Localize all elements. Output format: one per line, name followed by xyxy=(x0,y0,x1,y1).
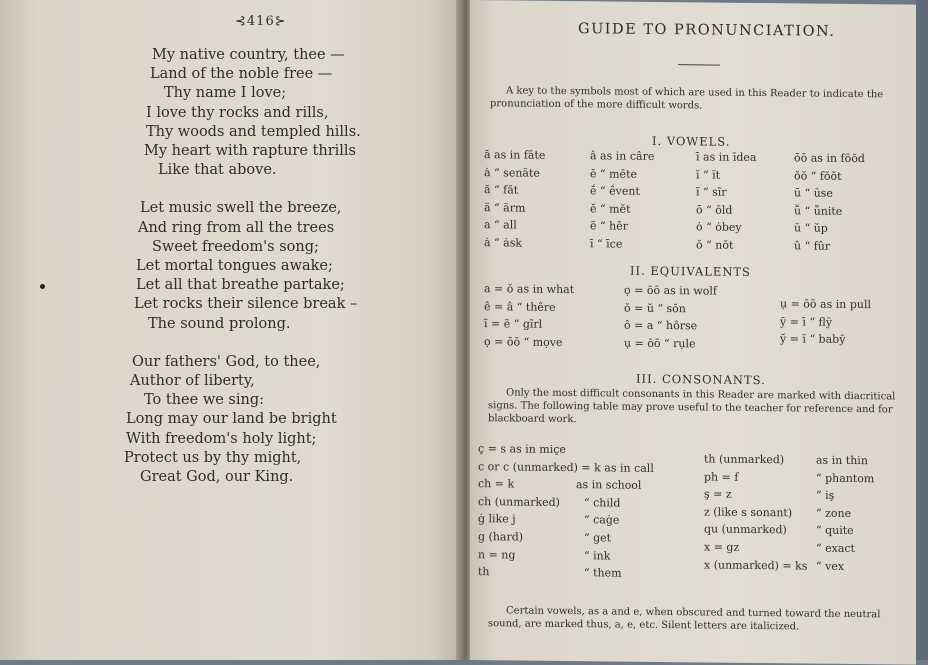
vowel-cell: ḗ “ ḗvent xyxy=(590,184,640,198)
consonant-symbol: ch = k xyxy=(478,477,515,491)
table-row xyxy=(704,521,910,541)
poem-line: Author of liberty, xyxy=(130,373,255,390)
poem-line: Protect us by thy might, xyxy=(124,449,302,466)
poem xyxy=(118,46,361,506)
list-item: ụ = ōō as in pull xyxy=(780,297,871,312)
consonant-example: “ child xyxy=(584,495,621,510)
consonant-example: “ vex xyxy=(816,559,845,573)
vowel-cell: ȧ “ ȧsk xyxy=(484,236,523,250)
table-row xyxy=(704,450,910,470)
poem-line: Long may our land be bright xyxy=(126,411,337,428)
vowel-cell: ĩ “ sĩr xyxy=(696,185,727,199)
consonant-symbol: n = ng xyxy=(478,547,516,562)
vowel-cell: ă “ făt xyxy=(484,183,519,197)
table-row xyxy=(478,528,698,548)
list-item: ĩ = ẽ “ gĩrl xyxy=(484,317,543,331)
consonants-heading: III. CONSONANTS. xyxy=(636,371,766,388)
poem-line: With freedom's holy light; xyxy=(126,430,317,447)
table-row xyxy=(478,440,698,460)
ink-speck xyxy=(40,284,45,289)
consonant-example: “ zone xyxy=(816,506,852,520)
vowel-cell: ȯ “ ȯbey xyxy=(696,220,742,235)
consonants-col-2 xyxy=(704,450,910,575)
poem-line: My native country, thee — xyxy=(152,47,345,63)
poem-line: Thy woods and templed hills. xyxy=(146,123,361,140)
consonant-symbol: ph = f xyxy=(704,470,739,484)
consonants-col-1 xyxy=(478,440,698,583)
title-rule xyxy=(678,64,720,65)
consonants-intro: Only the most difficult consonants in this Reader are marked with diacritical signs. The following table may prove useful to the teacher for reference and for blackboard work. xyxy=(488,387,896,426)
vowel-cell: ṻ “ ṻnite xyxy=(794,204,843,218)
footnote: Certain vowels, as a and e, when obscured and turned toward the neutral sound, are marked thus, a, e, etc. Silent letters are italicized. xyxy=(488,605,881,633)
equivalents-heading: II. EQUIVALENTS xyxy=(630,263,751,279)
poem-line: The sound prolong. xyxy=(148,315,291,332)
consonant-symbol: x = gz xyxy=(704,540,740,554)
equivalents-col-1 xyxy=(484,280,574,351)
vowels-table xyxy=(484,146,904,256)
vowel-cell: ŏŏ “ fŏŏt xyxy=(794,168,842,183)
consonant-symbol: qu (unmarked) xyxy=(704,522,787,537)
table-row xyxy=(478,458,698,478)
intro-text: A key to the symbols most of which are used in this Reader to indicate the pronunciation of the more difficult words. xyxy=(490,85,884,112)
vowel-cell: ẽ “ hẽr xyxy=(590,219,628,234)
vowel-cell: ī “ īce xyxy=(590,237,623,251)
table-row xyxy=(704,486,910,506)
background-edge xyxy=(916,0,928,660)
list-item: ŏ = ŭ “ sŏn xyxy=(624,301,686,315)
table-row xyxy=(704,468,910,488)
poem-line: Land of the noble free — xyxy=(150,66,333,83)
vowel-cell: â as in câre xyxy=(590,149,655,163)
consonants-table xyxy=(478,440,908,580)
vowel-cell: ū “ ūse xyxy=(794,186,833,200)
list-item: ê = â “ thêre xyxy=(484,299,556,314)
consonant-example: as in school xyxy=(576,478,642,492)
consonant-example: “ exact xyxy=(816,541,855,556)
list-item: ọ = ōō “ mọve xyxy=(484,334,563,349)
consonant-symbol: ch (unmarked) xyxy=(478,494,560,509)
list-item: ô = a “ hôrse xyxy=(624,318,698,333)
consonant-example: as in thin xyxy=(816,453,868,468)
table-row xyxy=(478,493,698,513)
poem-line: Great God, our King. xyxy=(140,469,294,486)
consonant-example: “ quite xyxy=(816,523,854,538)
table-row xyxy=(478,563,698,583)
poem-line: Let mortal tongues awake; xyxy=(136,258,333,275)
left-page xyxy=(0,0,466,660)
list-item: ọ = ōō as in wolf xyxy=(624,283,718,298)
poem-line: Sweet freedom's song; xyxy=(152,238,319,255)
vowel-cell: ō “ ōld xyxy=(696,203,733,217)
right-page xyxy=(470,0,916,665)
consonant-symbol: ş = z xyxy=(704,487,732,501)
table-row xyxy=(704,538,910,558)
poem-line: To thee we sing: xyxy=(144,392,265,409)
consonant-symbol: z (like s sonant) xyxy=(704,505,793,520)
list-item: ȳ = ī “ flȳ xyxy=(780,314,833,329)
vowel-cell: a “ all xyxy=(484,218,517,232)
page-number: ⊰416⊱ xyxy=(235,14,287,29)
table-row xyxy=(478,510,698,530)
table-row xyxy=(478,546,698,566)
consonant-example: “ ink xyxy=(584,548,611,563)
vowel-cell: ŏ “ nŏt xyxy=(696,238,734,252)
poem-line: My heart with rapture thrills xyxy=(144,143,356,160)
table-row xyxy=(484,234,904,256)
poem-line: I love thy rocks and rills, xyxy=(146,104,329,121)
vowel-cell: ī as in īdea xyxy=(696,150,757,164)
list-item: ụ = ōō “ rụle xyxy=(624,336,696,351)
consonant-example: “ phantom xyxy=(816,471,875,485)
consonant-symbol: g (hard) xyxy=(478,530,524,544)
consonant-symbol: th (unmarked) xyxy=(704,452,785,467)
poem-line: And ring from all the trees xyxy=(138,219,335,236)
poem-line: Like that above. xyxy=(158,162,277,179)
vowels-heading: I. VOWELS. xyxy=(652,133,731,149)
stanza-3 xyxy=(118,353,361,487)
consonant-symbol: th xyxy=(478,565,490,579)
vowel-cell: ŭ “ ŭp xyxy=(794,221,828,236)
consonant-example: “ caġe xyxy=(584,513,620,527)
table-row xyxy=(704,556,910,576)
consonant-symbol: x (unmarked) = ks xyxy=(704,558,808,573)
consonant-symbol: ġ like j xyxy=(478,512,516,526)
poem-line: Let all that breathe partake; xyxy=(136,277,345,294)
vowel-cell: û “ fûr xyxy=(794,239,831,253)
vowel-cell: ä “ ärm xyxy=(484,200,526,215)
consonant-symbol: c or c (unmarked) = k as in call xyxy=(478,459,654,475)
consonant-example: “ get xyxy=(584,531,612,545)
page-title: GUIDE TO PRONUNCIATION. xyxy=(578,21,836,40)
equivalents-table xyxy=(484,280,904,351)
stanza-1 xyxy=(118,46,361,180)
equivalents-col-2 xyxy=(624,282,717,353)
vowel-cell: ȧ “ senāte xyxy=(484,165,540,180)
vowel-cell: ōō as in fōōd xyxy=(794,151,865,166)
stanza-2 xyxy=(118,199,361,333)
table-row xyxy=(478,475,698,495)
consonant-example: “ iş xyxy=(816,488,835,503)
consonant-example: “ them xyxy=(584,566,622,580)
vowel-cell: ĭ “ ĭt xyxy=(696,167,721,182)
poem-line: Thy name I love; xyxy=(164,85,287,102)
vowel-cell: ā as in fāte xyxy=(484,148,546,162)
poem-line: Let rocks their silence break – xyxy=(134,296,358,313)
list-item: a = ŏ as in what xyxy=(484,282,575,297)
vowel-cell: ĕ “ mĕt xyxy=(590,202,631,216)
equivalents-col-3 xyxy=(780,295,871,349)
poem-line: Let music swell the breeze, xyxy=(140,200,342,217)
poem-line: Our fathers' God, to thee, xyxy=(132,353,321,370)
list-item: y̆ = ĭ “ babȳ xyxy=(780,332,846,347)
consonant-symbol: ç = s as in miçe xyxy=(478,442,566,457)
vowel-cell: ē “ mēte xyxy=(590,166,637,181)
table-row xyxy=(704,503,910,523)
